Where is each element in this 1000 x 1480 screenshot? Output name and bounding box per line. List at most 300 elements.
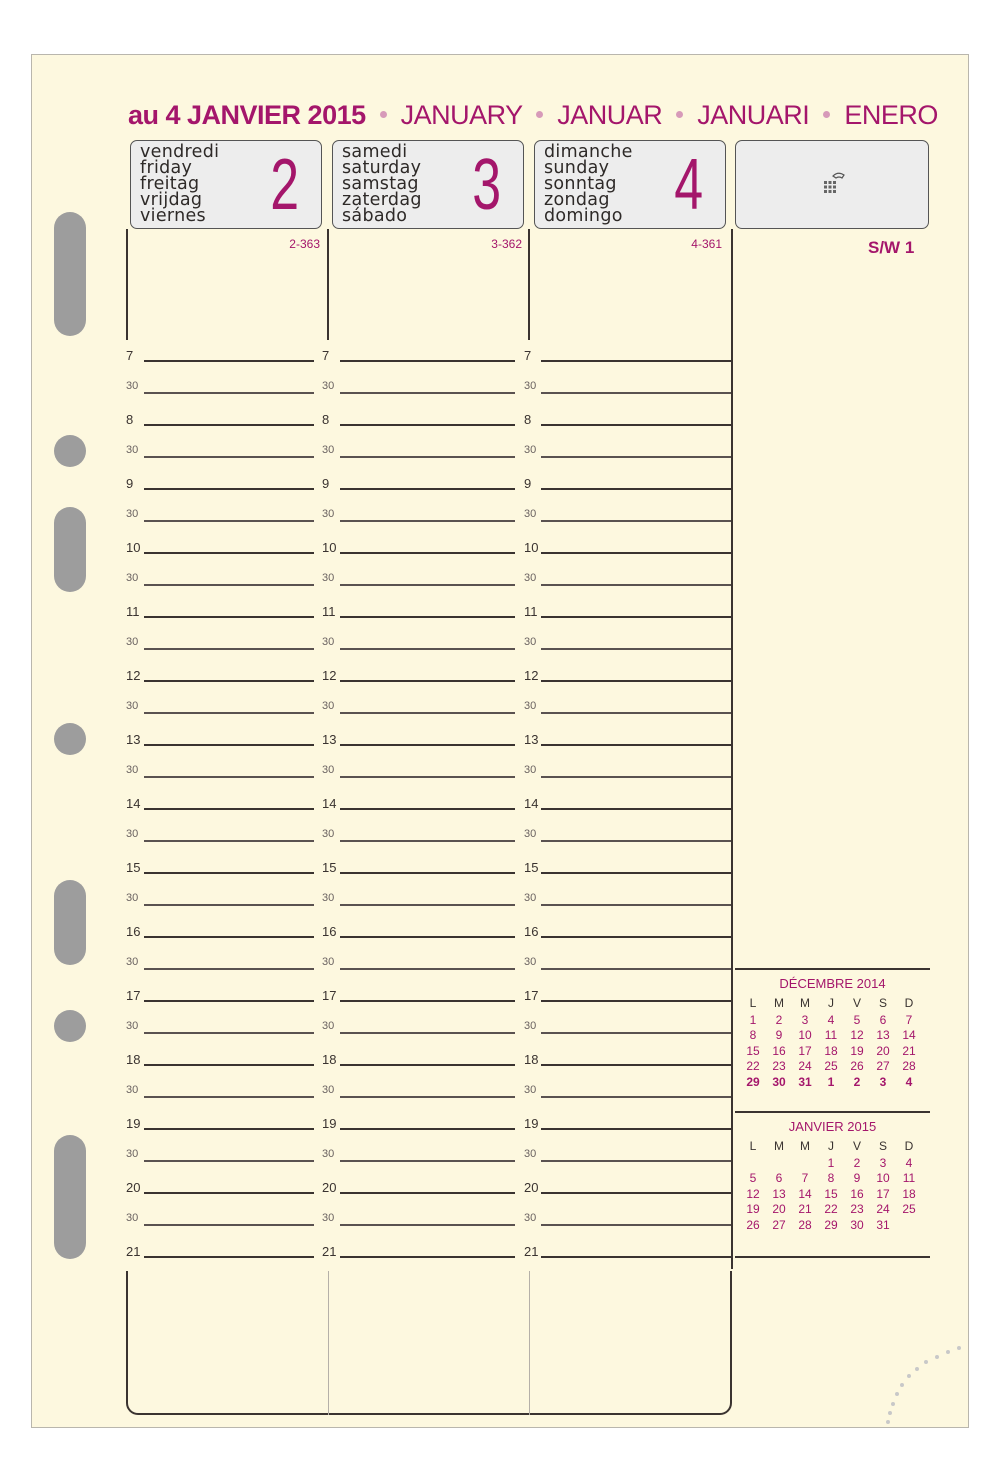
- half-hour-label: 30: [126, 444, 139, 456]
- calendar-day: 8: [827, 1171, 835, 1186]
- decoration-dot: [907, 1374, 911, 1378]
- calendar-day: 3: [879, 1074, 887, 1089]
- month-spanish: ENERO: [844, 100, 938, 130]
- half-hour-label: 30: [322, 444, 335, 456]
- time-slot-line[interactable]: [340, 392, 515, 394]
- time-slot-line[interactable]: [144, 936, 314, 938]
- half-hour-label: 30: [126, 1020, 139, 1032]
- day-names: [342, 144, 422, 224]
- calendar-day: [740, 1155, 766, 1171]
- time-slot-line[interactable]: [541, 808, 731, 810]
- hour-label: 17: [524, 988, 539, 1003]
- calendar-day: 1: [827, 1155, 835, 1170]
- calendar-day: 27: [772, 1217, 786, 1232]
- hour-label: 10: [126, 540, 141, 555]
- separator-dot: [536, 111, 543, 118]
- calendar-day: 20: [876, 1043, 890, 1058]
- half-hour-label: 30: [524, 444, 537, 456]
- time-slot-line[interactable]: [340, 968, 515, 970]
- calendar-day: 7: [905, 1012, 913, 1027]
- half-hour-label: 30: [322, 1148, 335, 1160]
- half-hour-label: 30: [322, 764, 335, 776]
- half-hour-label: 30: [322, 1212, 335, 1224]
- decoration-dot: [935, 1355, 939, 1359]
- calendar-day: 11: [902, 1171, 916, 1186]
- half-hour-label: 30: [524, 572, 537, 584]
- calendar-day: 6: [775, 1171, 783, 1186]
- time-slot-line[interactable]: [340, 776, 515, 778]
- calendar-day: 26: [746, 1217, 760, 1232]
- day-name: saturday: [342, 158, 422, 178]
- time-slot-line[interactable]: [541, 776, 731, 778]
- hour-label: 16: [126, 924, 141, 939]
- hour-label: 18: [126, 1052, 141, 1067]
- calendar-day: 21: [902, 1043, 916, 1058]
- calendar-day: 6: [879, 1012, 887, 1027]
- day-name: sonntag: [544, 174, 617, 194]
- time-slot-line[interactable]: [144, 1128, 314, 1130]
- time-slot-line[interactable]: [144, 776, 314, 778]
- time-slot-line[interactable]: [144, 1192, 314, 1194]
- time-slot-line[interactable]: [144, 1256, 314, 1258]
- time-slot-line[interactable]: [144, 968, 314, 970]
- half-hour-label: 30: [126, 828, 139, 840]
- time-slot-line[interactable]: [144, 1160, 314, 1162]
- time-slot-line[interactable]: [541, 552, 731, 554]
- calendar-day: 18: [902, 1186, 916, 1201]
- time-slot-line[interactable]: [340, 1192, 515, 1194]
- calendar-day: 9: [853, 1171, 861, 1186]
- notes-area: [126, 1271, 732, 1415]
- calendar-day: 15: [824, 1186, 838, 1201]
- decoration-dot: [895, 1392, 899, 1396]
- half-hour-label: 30: [126, 508, 139, 520]
- time-slot-line[interactable]: [144, 456, 314, 458]
- day-of-year: 3-362: [491, 237, 522, 251]
- half-hour-label: 30: [126, 1084, 139, 1096]
- half-hour-label: 30: [322, 380, 335, 392]
- time-slot-line[interactable]: [144, 1000, 314, 1002]
- decoration-dot: [946, 1350, 950, 1354]
- half-hour-label: 30: [524, 508, 537, 520]
- calendar-day: [896, 1217, 922, 1233]
- calendar-day: 10: [798, 1028, 812, 1043]
- day-name: sábado: [342, 206, 408, 226]
- decoration-dot: [915, 1367, 919, 1371]
- half-hour-label: 30: [322, 508, 335, 520]
- separator-dot: [380, 111, 387, 118]
- binder-slot-hole: [54, 880, 86, 965]
- time-slot-line[interactable]: [541, 1128, 731, 1130]
- calendar-day: 31: [876, 1217, 890, 1232]
- time-slot-line[interactable]: [541, 1192, 731, 1194]
- calendar-day: 5: [749, 1171, 757, 1186]
- date-range: au 4 JANVIER 2015: [128, 100, 366, 130]
- calendar-day: 4: [905, 1155, 913, 1170]
- half-hour-label: 30: [322, 1020, 335, 1032]
- hour-label: 12: [126, 668, 141, 683]
- half-hour-label: 30: [322, 700, 335, 712]
- column-divider: [528, 229, 530, 340]
- time-slot-line[interactable]: [541, 936, 731, 938]
- day-name: domingo: [544, 206, 623, 226]
- time-slot-line[interactable]: [340, 712, 515, 714]
- half-hour-label: 30: [322, 892, 335, 904]
- calendar-day: 11: [824, 1028, 838, 1043]
- time-slot-line[interactable]: [144, 520, 314, 522]
- time-slot-line[interactable]: [541, 712, 731, 714]
- calendar-day: 27: [876, 1059, 890, 1074]
- calendar-day: 26: [850, 1059, 864, 1074]
- day-name: viernes: [140, 206, 206, 226]
- phone-notes-header: [735, 140, 929, 229]
- hour-label: 10: [322, 540, 337, 555]
- calendar-day: 17: [798, 1043, 812, 1058]
- hour-label: 14: [524, 796, 539, 811]
- time-slot-line[interactable]: [340, 648, 515, 650]
- weekday-header: J: [828, 996, 834, 1010]
- time-slot-line[interactable]: [541, 648, 731, 650]
- separator-dot: [823, 111, 830, 118]
- mini-calendar-december: [735, 968, 930, 1090]
- time-slot-line[interactable]: [144, 1096, 314, 1098]
- calendar-day: 14: [798, 1186, 812, 1201]
- weekday-header: L: [749, 1139, 757, 1153]
- separator-dot: [676, 111, 683, 118]
- hour-label: 12: [524, 668, 539, 683]
- half-hour-label: 30: [126, 636, 139, 648]
- calendar-title: JANVIER 2015: [788, 1119, 877, 1134]
- time-slot-line[interactable]: [340, 1256, 515, 1258]
- hour-label: 20: [126, 1180, 141, 1195]
- calendar-day: 2: [853, 1074, 861, 1089]
- time-slot-line[interactable]: [340, 456, 515, 458]
- day-name: zaterdag: [342, 190, 422, 210]
- binder-round-hole: [54, 723, 86, 755]
- half-hour-label: 30: [322, 828, 335, 840]
- day-name: dimanche: [544, 142, 633, 162]
- time-slot-line[interactable]: [340, 552, 515, 554]
- time-slot-line[interactable]: [541, 1256, 731, 1258]
- time-slot-line[interactable]: [340, 744, 515, 746]
- time-slot-line[interactable]: [541, 520, 731, 522]
- decoration-dot: [886, 1420, 890, 1424]
- half-hour-label: 30: [524, 380, 537, 392]
- half-hour-label: 30: [322, 636, 335, 648]
- month-german: JANUAR: [557, 100, 663, 130]
- time-slot-line[interactable]: [340, 808, 515, 810]
- calendar-day: 3: [801, 1012, 809, 1027]
- calendar-day: 1: [749, 1012, 757, 1027]
- weekday-header: D: [904, 996, 914, 1010]
- calendar-grid: [740, 1137, 922, 1233]
- hour-label: 13: [126, 732, 141, 747]
- calendar-day: 7: [801, 1171, 809, 1186]
- time-slot-line[interactable]: [144, 712, 314, 714]
- time-slot-line[interactable]: [340, 1032, 515, 1034]
- weekday-header: V: [852, 996, 861, 1010]
- day-name: sunday: [544, 158, 610, 178]
- hour-label: 15: [322, 860, 337, 875]
- day-name: samedi: [342, 142, 408, 162]
- time-slot-line[interactable]: [541, 1160, 731, 1162]
- hour-label: 15: [524, 860, 539, 875]
- calendar-day: 3: [879, 1155, 887, 1170]
- page-title: [128, 100, 938, 131]
- weekday-header: M: [774, 996, 784, 1010]
- decoration-dot: [900, 1383, 904, 1387]
- time-slot-line[interactable]: [144, 904, 314, 906]
- time-slot-line[interactable]: [144, 424, 314, 426]
- calendar-day: 29: [746, 1074, 760, 1089]
- time-slot-line[interactable]: [340, 520, 515, 522]
- time-slot-line[interactable]: [340, 1128, 515, 1130]
- time-slot-line[interactable]: [541, 904, 731, 906]
- half-hour-label: 30: [126, 956, 139, 968]
- time-slot-line[interactable]: [144, 488, 314, 490]
- half-hour-label: 30: [524, 1148, 537, 1160]
- calendar-day: 24: [876, 1202, 890, 1217]
- time-slot-line[interactable]: [541, 1064, 731, 1066]
- time-slot-line[interactable]: [340, 1000, 515, 1002]
- time-slot-line[interactable]: [340, 872, 515, 874]
- calendar-rule: [735, 1256, 930, 1258]
- time-slot-line[interactable]: [340, 936, 515, 938]
- calendar-title: DÉCEMBRE 2014: [779, 976, 886, 991]
- hour-label: 21: [126, 1244, 141, 1259]
- calendar-rule: [735, 1111, 930, 1113]
- calendar-day: 31: [798, 1074, 812, 1089]
- weekday-header: V: [852, 1139, 861, 1153]
- hour-label: 12: [322, 668, 337, 683]
- time-slot-line[interactable]: [541, 840, 731, 842]
- weekday-header: M: [800, 996, 810, 1010]
- half-hour-label: 30: [126, 764, 139, 776]
- time-slot-line[interactable]: [144, 1032, 314, 1034]
- time-slot-line[interactable]: [144, 616, 314, 618]
- day-names: [140, 144, 219, 224]
- hour-label: 8: [322, 412, 330, 427]
- hour-label: 13: [322, 732, 337, 747]
- binder-slot-hole: [54, 212, 86, 336]
- calendar-day: 2: [775, 1012, 783, 1027]
- time-slot-line[interactable]: [144, 360, 314, 362]
- binder-round-hole: [54, 1010, 86, 1042]
- decoration-dot: [888, 1411, 892, 1415]
- hour-label: 17: [322, 988, 337, 1003]
- day-name: vendredi: [140, 142, 220, 162]
- time-slot-line[interactable]: [144, 1224, 314, 1226]
- decoration-dot: [957, 1346, 961, 1350]
- hour-label: 18: [322, 1052, 337, 1067]
- weekday-header: L: [749, 996, 757, 1010]
- hour-label: 11: [126, 604, 140, 619]
- column-divider: [327, 229, 329, 340]
- time-slot-line[interactable]: [340, 616, 515, 618]
- calendar-day: 25: [902, 1202, 916, 1217]
- calendar-day: 23: [850, 1202, 864, 1217]
- notes-divider: [731, 229, 733, 1269]
- hour-label: 9: [126, 476, 134, 491]
- calendar-day: 19: [746, 1202, 760, 1217]
- hour-label: 17: [126, 988, 141, 1003]
- day-name: freitag: [140, 174, 200, 194]
- time-slot-line[interactable]: [144, 872, 314, 874]
- hour-label: 10: [524, 540, 539, 555]
- time-slot-line[interactable]: [541, 1096, 731, 1098]
- day-header-friday: [130, 140, 322, 229]
- hour-label: 20: [322, 1180, 337, 1195]
- time-slot-line[interactable]: [340, 360, 515, 362]
- half-hour-label: 30: [524, 1020, 537, 1032]
- half-hour-label: 30: [126, 1212, 139, 1224]
- time-slot-line[interactable]: [541, 744, 731, 746]
- hour-label: 7: [322, 348, 330, 363]
- day-number: 2: [270, 145, 299, 225]
- time-slot-line[interactable]: [144, 744, 314, 746]
- binder-round-hole: [54, 435, 86, 467]
- time-slot-line[interactable]: [541, 424, 731, 426]
- time-slot-line[interactable]: [144, 808, 314, 810]
- calendar-day: 29: [824, 1217, 838, 1232]
- calendar-day: 30: [772, 1074, 786, 1089]
- time-slot-line[interactable]: [340, 1160, 515, 1162]
- time-slot-line[interactable]: [541, 456, 731, 458]
- hour-label: 9: [524, 476, 532, 491]
- hour-label: 15: [126, 860, 141, 875]
- time-slot-line[interactable]: [340, 840, 515, 842]
- time-slot-line[interactable]: [340, 680, 515, 682]
- half-hour-label: 30: [524, 700, 537, 712]
- day-of-year: 4-361: [691, 237, 722, 251]
- half-hour-label: 30: [126, 572, 139, 584]
- hour-label: 16: [322, 924, 337, 939]
- calendar-day: 16: [850, 1186, 864, 1201]
- half-hour-label: 30: [126, 892, 139, 904]
- time-slot-line[interactable]: [340, 488, 515, 490]
- calendar-day: 5: [853, 1012, 861, 1027]
- decoration-dot: [924, 1360, 928, 1364]
- half-hour-label: 30: [126, 1148, 139, 1160]
- time-slot-line[interactable]: [144, 840, 314, 842]
- hour-label: 18: [524, 1052, 539, 1067]
- half-hour-label: 30: [322, 572, 335, 584]
- time-slot-line[interactable]: [541, 1000, 731, 1002]
- hour-label: 14: [322, 796, 337, 811]
- calendar-day: 28: [798, 1217, 812, 1232]
- calendar-day: 13: [876, 1028, 890, 1043]
- hour-label: 7: [524, 348, 532, 363]
- calendar-day: 16: [772, 1043, 786, 1058]
- time-slot-line[interactable]: [541, 584, 731, 586]
- time-slot-line[interactable]: [541, 616, 731, 618]
- half-hour-label: 30: [524, 1084, 537, 1096]
- time-slot-line[interactable]: [541, 872, 731, 874]
- time-slot-line[interactable]: [541, 680, 731, 682]
- time-slot-line[interactable]: [541, 488, 731, 490]
- calendar-day: 24: [798, 1059, 812, 1074]
- weekday-header: S: [878, 1139, 887, 1153]
- telephone-keypad-icon: [820, 169, 848, 197]
- calendar-day: 23: [772, 1059, 786, 1074]
- hour-label: 20: [524, 1180, 539, 1195]
- column-divider: [126, 229, 128, 340]
- day-name: friday: [140, 158, 193, 178]
- calendar-day: 1: [827, 1074, 835, 1089]
- weekday-header: D: [904, 1139, 914, 1153]
- week-number: S/W 1: [868, 238, 915, 257]
- hour-label: 14: [126, 796, 141, 811]
- calendar-day: 30: [850, 1217, 864, 1232]
- calendar-day: 22: [746, 1059, 760, 1074]
- calendar-day: 4: [827, 1012, 835, 1027]
- time-slot-line[interactable]: [144, 1064, 314, 1066]
- day-names: [544, 144, 633, 224]
- calendar-day: 8: [749, 1028, 757, 1043]
- time-slot-line[interactable]: [541, 360, 731, 362]
- calendar-day: [792, 1155, 818, 1171]
- day-name: zondag: [544, 190, 610, 210]
- day-header-sunday: [534, 140, 726, 229]
- mini-calendar-january: [735, 1111, 930, 1233]
- time-slot-line[interactable]: [340, 424, 515, 426]
- calendar-day: 10: [876, 1171, 890, 1186]
- half-hour-label: 30: [524, 892, 537, 904]
- time-slot-line[interactable]: [144, 680, 314, 682]
- day-name: samstag: [342, 174, 419, 194]
- time-slot-line[interactable]: [340, 584, 515, 586]
- calendar-day: 14: [902, 1028, 916, 1043]
- hour-label: 8: [524, 412, 532, 427]
- hour-label: 11: [322, 604, 336, 619]
- time-slot-line[interactable]: [541, 392, 731, 394]
- calendar-day: 13: [772, 1186, 786, 1201]
- time-slot-line[interactable]: [144, 392, 314, 394]
- time-slot-line[interactable]: [541, 1032, 731, 1034]
- time-slot-line[interactable]: [144, 552, 314, 554]
- time-slot-line[interactable]: [340, 1096, 515, 1098]
- time-slot-line[interactable]: [144, 584, 314, 586]
- time-slot-line[interactable]: [340, 1224, 515, 1226]
- hour-label: 16: [524, 924, 539, 939]
- half-hour-label: 30: [524, 764, 537, 776]
- calendar-day: 19: [850, 1043, 864, 1058]
- half-hour-label: 30: [322, 1084, 335, 1096]
- binder-slot-hole: [54, 1135, 86, 1259]
- hour-label: 21: [524, 1244, 539, 1259]
- calendar-day: 15: [746, 1043, 760, 1058]
- time-slot-line[interactable]: [541, 968, 731, 970]
- time-slot-line[interactable]: [340, 1064, 515, 1066]
- hour-label: 7: [126, 348, 134, 363]
- hour-label: 13: [524, 732, 539, 747]
- column-divider: [529, 1271, 530, 1415]
- calendar-grid: [740, 994, 922, 1090]
- half-hour-label: 30: [126, 700, 139, 712]
- calendar-day: [766, 1155, 792, 1171]
- time-slot-line[interactable]: [541, 1224, 731, 1226]
- month-english: JANUARY: [400, 100, 523, 130]
- hour-label: 9: [322, 476, 330, 491]
- hour-label: 19: [126, 1116, 141, 1131]
- calendar-day: 4: [905, 1074, 913, 1089]
- calendar-day: 18: [824, 1043, 838, 1058]
- decoration-dot: [891, 1402, 895, 1406]
- time-slot-line[interactable]: [340, 904, 515, 906]
- half-hour-label: 30: [524, 828, 537, 840]
- time-slot-line[interactable]: [144, 648, 314, 650]
- calendar-day: 9: [775, 1028, 783, 1043]
